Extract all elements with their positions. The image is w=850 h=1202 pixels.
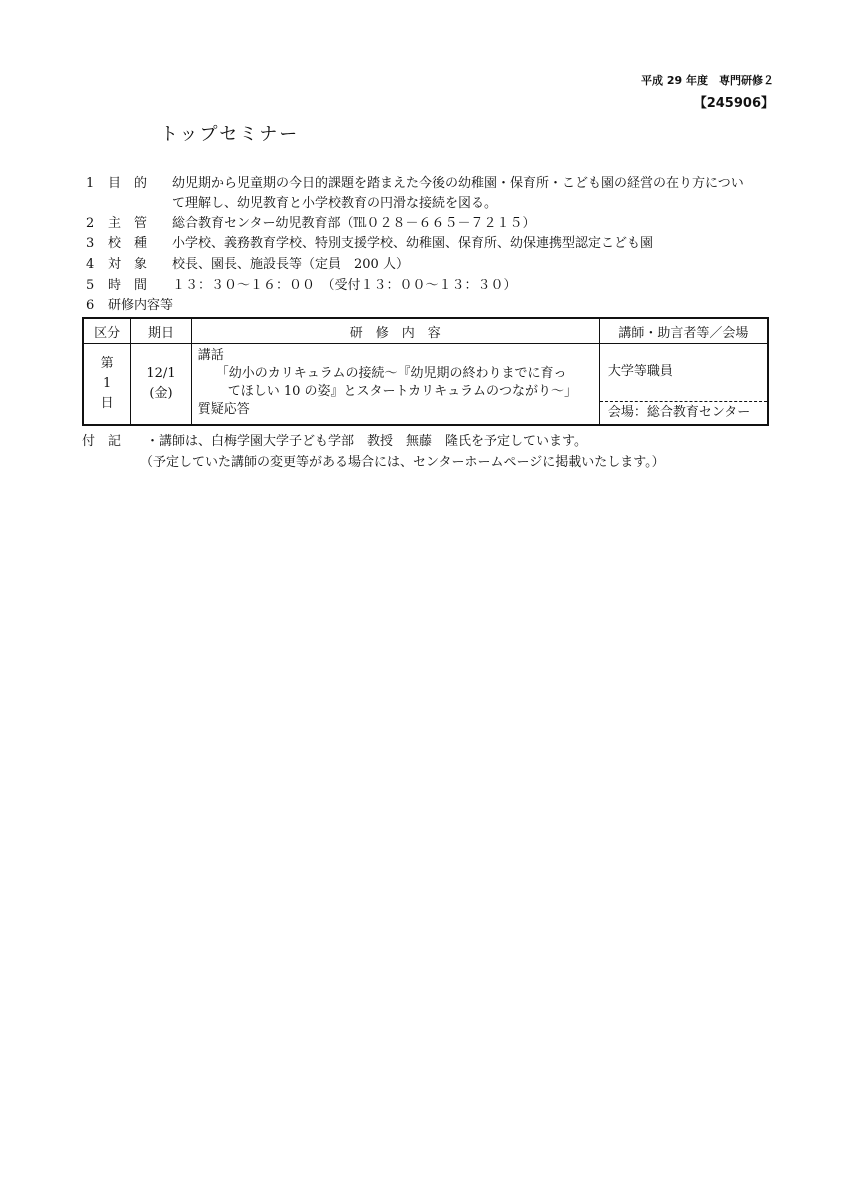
item-time <box>86 276 517 296</box>
content-line: 講話 <box>197 348 224 363</box>
lecturer-cell <box>599 344 768 426</box>
content-line: 「幼小のカリキュラムの接続～『幼児期の終わりまでに育っ <box>215 366 567 381</box>
item-text: 小学校、義務教育学校、特別支援学校、幼稚園、保育所、幼保連携型認定こども園 <box>172 236 654 251</box>
item-text: １３：３０～１６：００ （受付１３：００～１３：３０） <box>172 278 517 293</box>
date-cell <box>131 344 191 426</box>
page-title: トップセミナー <box>160 124 300 145</box>
division-line: 1 <box>103 376 112 391</box>
item-text: 総合教育センター幼児教育部（℡０２８－６６５－７２１５） <box>172 216 536 231</box>
item-label: 主 管 <box>108 216 148 231</box>
item-text: 幼児期から児童期の今日的課題を踏まえた今後の幼稚園・保育所・こども園の経営の在り方につい <box>172 176 744 191</box>
division-line: 第 <box>100 356 114 371</box>
item-label: 校 種 <box>108 236 148 251</box>
table-row <box>83 344 768 426</box>
header-year: 平成 29 年度 専門研修２ <box>641 74 774 87</box>
item-num: 6 <box>86 298 95 313</box>
header-code: 【245906】 <box>693 96 774 111</box>
item-label: 目 的 <box>108 176 148 191</box>
item-school-type <box>86 234 653 254</box>
item-label: 研修内容等 <box>108 298 174 313</box>
notes-label: 付 記 <box>82 434 122 449</box>
notes-line-2: （予定していた講師の変更等がある場合には、センターホームページに掲載いたします。） <box>140 455 665 470</box>
venue: 会場：総合教育センター <box>600 401 767 424</box>
lecturer-name: 大学等職員 <box>607 364 673 379</box>
col-content: 研 修 内 容 <box>191 318 599 344</box>
item-num: 2 <box>86 216 95 231</box>
date-weekday: (金) <box>149 386 173 401</box>
item-label: 時 間 <box>108 278 148 293</box>
item-target <box>86 255 409 275</box>
col-lecturer: 講師・助言者等／会場 <box>599 318 768 344</box>
item-purpose <box>86 174 744 194</box>
content-line: 質疑応答 <box>197 402 250 417</box>
item-num: 3 <box>86 236 95 251</box>
date-day: 12/1 <box>146 366 176 381</box>
content-cell <box>191 344 599 426</box>
item-content-heading <box>86 296 173 316</box>
item-text-cont: て理解し、幼児教育と小学校教育の円滑な接続を図る。 <box>172 196 498 211</box>
item-label: 対 象 <box>108 257 148 272</box>
table-header-row <box>83 318 768 344</box>
col-date: 期日 <box>131 318 191 344</box>
content-line: てほしい 10 の姿』とスタートカリキュラムのつながり～」 <box>227 384 577 399</box>
col-division: 区分 <box>83 318 131 344</box>
item-num: 5 <box>86 278 95 293</box>
item-num: 1 <box>86 176 95 191</box>
division-cell <box>83 344 131 426</box>
item-text: 校長、園長、施設長等（定員 200 人） <box>172 257 409 272</box>
item-management <box>86 214 535 234</box>
notes-line-1: ・講師は、白梅学園大学子ども学部 教授 無藤 隆氏を予定しています。 <box>146 434 587 449</box>
item-num: 4 <box>86 257 95 272</box>
division-line: 日 <box>100 396 114 411</box>
schedule-table <box>82 317 769 426</box>
